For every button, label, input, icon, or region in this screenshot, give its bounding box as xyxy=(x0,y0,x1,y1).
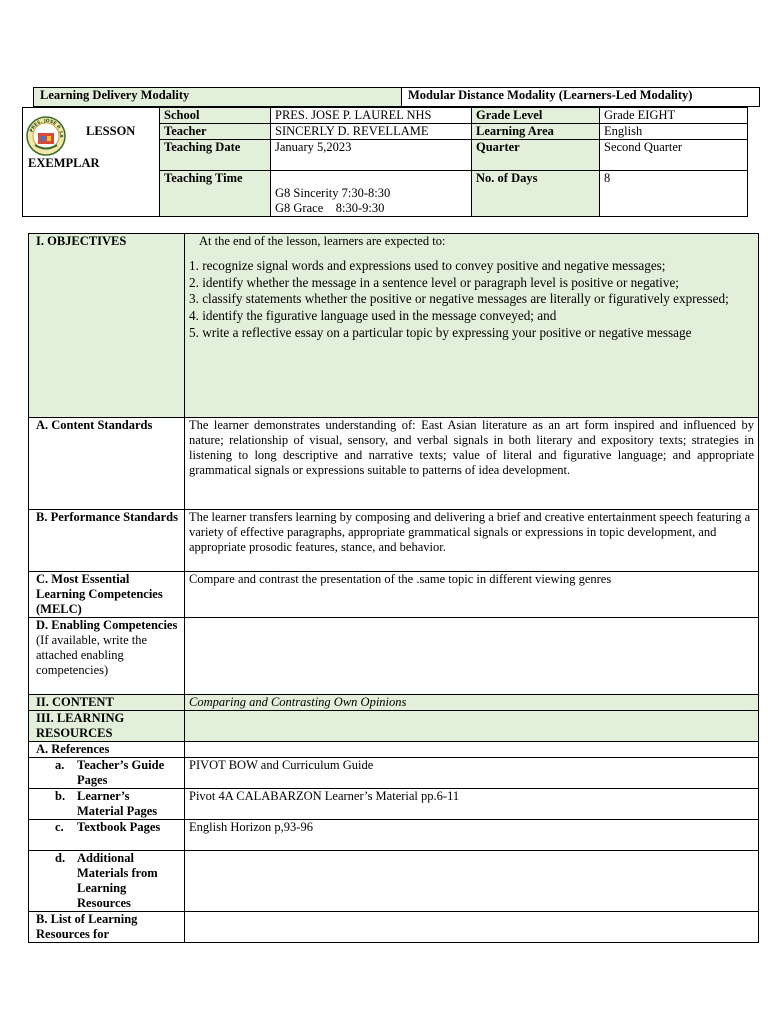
performance-standards-text: The learner transfers learning by composing and delivering a brief and creative entertainment speech featuring a variety of effective paragraphs, appropriate grammatical signals or expressions in topic development, and appropriate prosodic features, stance, and behavior. xyxy=(185,510,759,572)
enabling-note: (If available, write the attached enabling competencies) xyxy=(36,633,148,677)
teacher-value: SINCERLY D. REVELLAME xyxy=(271,124,472,140)
time-label: Teaching Time xyxy=(160,171,271,217)
school-value: PRES. JOSE P. LAUREL NHS xyxy=(271,108,472,124)
days-label: No. of Days xyxy=(472,171,600,217)
modality-value: Modular Distance Modality (Learners-Led Modality) xyxy=(402,88,760,107)
enabling-text xyxy=(185,618,759,695)
melc-text: Compare and contrast the presentation of the .same topic in different viewing genres xyxy=(185,572,759,618)
objectives-cell xyxy=(185,234,759,418)
reference-value: PIVOT BOW and Curriculum Guide xyxy=(185,758,759,789)
grade-value: Grade EIGHT xyxy=(600,108,748,124)
list-resources-label: B. List of Learning Resources for xyxy=(29,912,185,943)
svg-text:PRES. JOSE P. LAUREL: PRES. JOSE P. LA xyxy=(29,118,64,138)
references-label: A. References xyxy=(29,742,185,758)
content-text: Comparing and Contrasting Own Opinions xyxy=(185,695,759,711)
school-logo-icon xyxy=(26,116,66,156)
reference-value: English Horizon p,93-96 xyxy=(185,820,759,851)
reference-letter: a. xyxy=(55,758,65,772)
learning-resources-label: III. LEARNING RESOURCES xyxy=(29,711,185,742)
date-value: January 5,2023 xyxy=(271,140,472,171)
reference-value xyxy=(185,851,759,912)
reference-row-label xyxy=(29,820,185,851)
time-line-1: G8 Sincerity 7:30-8:30 xyxy=(275,186,391,200)
area-value: English xyxy=(600,124,748,140)
enabling-label-cell xyxy=(29,618,185,695)
reference-label: Textbook Pages xyxy=(77,820,161,834)
performance-standards-label: B. Performance Standards xyxy=(29,510,185,572)
objective-item: 5. write a reflective essay on a particular topic by expressing your positive or negative message xyxy=(189,324,692,340)
content-standards-label: A. Content Standards xyxy=(29,418,185,510)
reference-letter: b. xyxy=(55,789,66,803)
time-line-2: G8 Grace 8:30-9:30 xyxy=(275,201,385,215)
melc-label: C. Most Essential Learning Competencies (MELC) xyxy=(29,572,185,618)
references-cell xyxy=(185,742,759,758)
exemplar-label: EXEMPLAR xyxy=(28,156,100,170)
learning-resources-cell xyxy=(185,711,759,742)
objectives-intro: At the end of the lesson, learners are expected to: xyxy=(199,234,446,248)
reference-letter: c. xyxy=(55,820,64,834)
quarter-label: Quarter xyxy=(472,140,600,171)
lesson-header-table xyxy=(22,107,748,217)
modality-bar xyxy=(33,87,760,107)
reference-label: Learner’s Material Pages xyxy=(77,789,158,818)
days-value: 8 xyxy=(600,171,748,217)
list-resources-cell xyxy=(185,912,759,943)
reference-label: Additional Materials from Learning Resources xyxy=(77,851,158,910)
reference-letter: d. xyxy=(55,851,66,865)
reference-value: Pivot 4A CALABARZON Learner’s Material pp.6-11 xyxy=(185,789,759,820)
reference-row-label xyxy=(29,758,185,789)
reference-label: Teacher’s Guide Pages xyxy=(77,758,165,787)
objectives-label: I. OBJECTIVES xyxy=(29,234,185,418)
content-label: II. CONTENT xyxy=(29,695,185,711)
lesson-exemplar-cell xyxy=(23,108,160,217)
modality-label: Learning Delivery Modality xyxy=(34,88,402,107)
time-value xyxy=(271,171,472,217)
teacher-label: Teacher xyxy=(160,124,271,140)
objective-item: 4. identify the figurative language used in the message conveyed; and xyxy=(189,308,557,324)
school-label: School xyxy=(160,108,271,124)
date-label: Teaching Date xyxy=(160,140,271,171)
area-label: Learning Area xyxy=(472,124,600,140)
lesson-plan-table xyxy=(28,233,759,943)
quarter-value: Second Quarter xyxy=(600,140,748,171)
enabling-label: D. Enabling Competencies xyxy=(36,618,178,632)
objective-item: 2. identify whether the message in a sentence level or paragraph level is positive or negative; xyxy=(189,274,679,290)
objective-item: 1. recognize signal words and expressions used to convey positive and negative messages; xyxy=(189,258,666,273)
lesson-label: LESSON xyxy=(86,124,136,138)
grade-label: Grade Level xyxy=(472,108,600,124)
objective-item: 3. classify statements whether the positive or negative messages are literally or figuratively expressed; xyxy=(189,291,729,307)
content-standards-text: The learner demonstrates understanding of: East Asian literature as an art form inspired and influenced by nature; relationship of visual, sensory, and verbal signals in both literary and expository texts; strategies in listening to long descriptive and narrative texts; value of literal and figurative language; and appropriate grammatical signals or expressions suitable to patterns of idea development. xyxy=(185,418,759,510)
reference-row-label xyxy=(29,789,185,820)
reference-row-label xyxy=(29,851,185,912)
